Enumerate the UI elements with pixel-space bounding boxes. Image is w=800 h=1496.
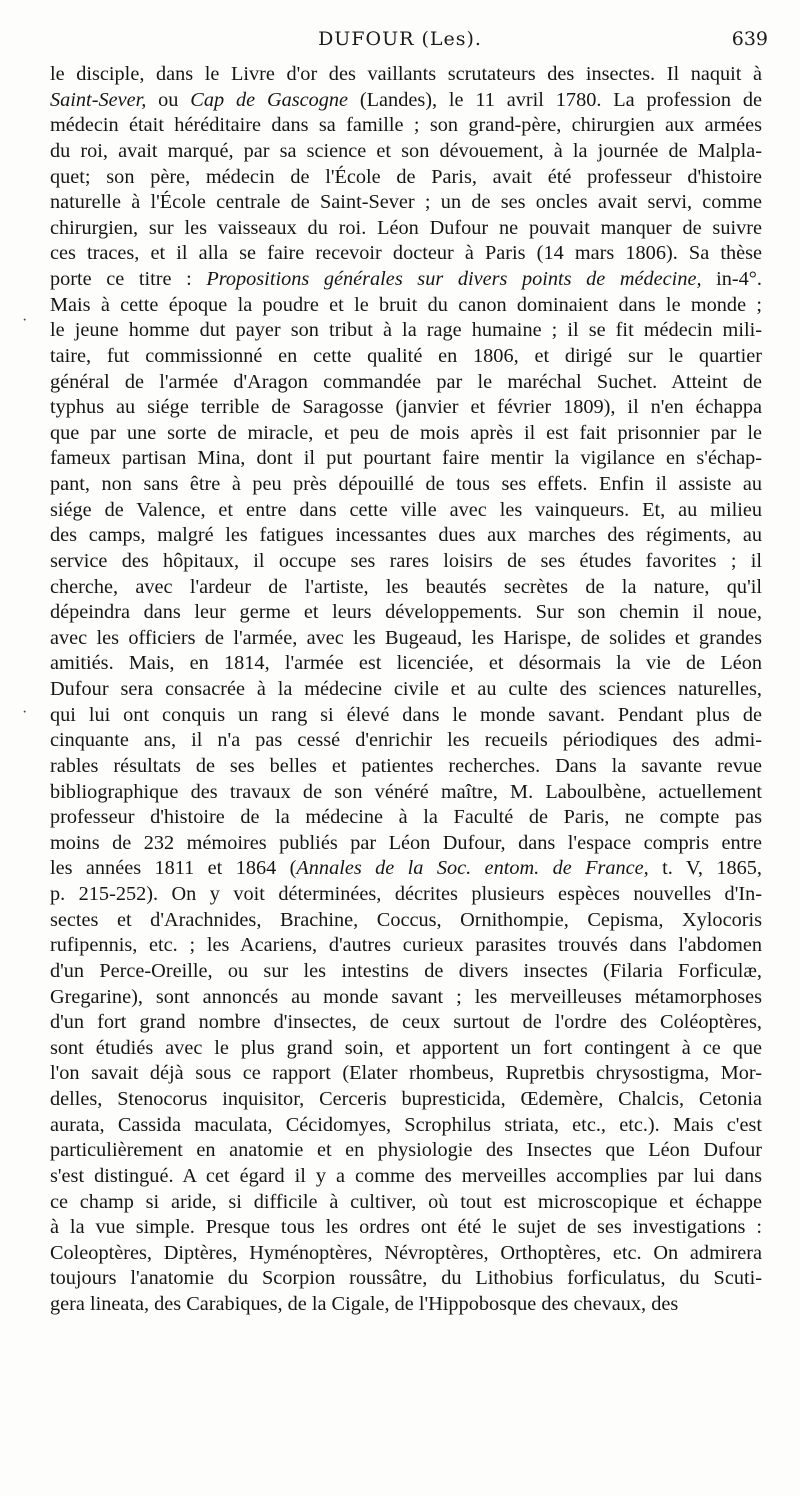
running-title: DUFOUR (Les). [318,28,482,50]
text-line [50,267,762,293]
text-line [50,549,762,575]
text-line [50,728,762,754]
text-line [50,754,762,780]
text-line [50,600,762,626]
text-line [50,446,762,472]
text-segment: in-4°. [701,268,762,290]
text-segment: amitiés. Mais, en 1814, l'armée est licenciée, et désormais la vie de Léon [50,652,762,675]
text-segment: professeur d'histoire de la médecine à la Faculté de Paris, ne compte pas [50,806,762,829]
text-segment: du roi, avait marqué, par sa science et son dévouement, à la journée de Malpla- [50,139,762,162]
text-line [50,241,762,267]
text-line [50,1036,762,1062]
text-segment: le jeune homme dut payer son tribut à la rage humaine ; il se fit médecin mili- [50,319,762,342]
text-segment: l'on savait déjà sous ce rapport (Elater rhombeus, Rupretbis chrysostigma, Mor- [50,1062,762,1085]
text-line [50,1061,762,1087]
text-line [50,62,762,88]
text-segment: ces traces, et il alla se faire recevoir docteur à Paris (14 mars 1806). Sa thèse [50,242,762,265]
text-line [50,293,762,319]
body-text [50,62,762,1318]
text-segment: qui lui ont conquis un rang si élevé dans le monde savant. Pendant plus de [50,703,762,726]
text-line [50,985,762,1011]
text-segment: taire, fut commissionné en cette qualité en 1806, et dirigé sur le quartier [50,344,762,367]
text-line [50,1292,762,1318]
italic-segment: Saint-Sever, [50,88,147,111]
text-segment: s'est distingué. A cet égard il y a comme des merveilles accomplies par lui dans [50,1164,762,1187]
text-line [50,139,762,165]
text-line [50,1241,762,1267]
text-line [50,831,762,857]
text-line [50,472,762,498]
italic-segment: Propositions générales sur divers points de médecine, [206,268,702,290]
text-segment: d'un fort grand nombre d'insectes, de ceux surtout de l'ordre des Coléoptères, [50,1011,762,1034]
text-segment: dépeindra dans leur germe et leurs développements. Sur son chemin il noue, [50,601,762,624]
text-segment: delles, Stenocorus inquisitor, Cerceris bupresticida, Œdemère, Chalcis, Cetonia [50,1088,762,1110]
text-segment: les années 1811 et 1864 ( [50,857,297,880]
text-line [50,703,762,729]
text-segment: pant, non sans être à peu près dépouillé de tous ses effets. Enfin il assiste au [50,473,762,495]
text-line [50,370,762,396]
text-segment: avec les officiers de l'armée, avec les Bugeaud, les Harispe, de solides et grandes [50,626,762,649]
text-line [50,856,762,882]
text-line [50,780,762,806]
text-line [50,933,762,959]
text-line [50,1266,762,1292]
text-segment: médecin était héréditaire dans sa famille ; son grand-père, chirurgien aux armées [50,114,762,137]
text-segment: Gregarine), sont annoncés au monde savant ; les merveilleuses métamorphoses [50,985,762,1008]
text-segment: cinquante ans, il n'a pas cessé d'enrichir les recueils périodiques des admi- [50,729,762,752]
text-line [50,677,762,703]
text-segment: rables résultats de ses belles et patientes recherches. Dans la savante revue [50,754,762,777]
text-segment: sont étudiés avec le plus grand soin, et apportent un fort contingent à ce que [50,1036,762,1059]
text-line [50,421,762,447]
text-line [50,395,762,421]
text-segment: chirurgien, sur les vaisseaux du roi. Léon Dufour ne pouvait manquer de suivre [50,216,762,239]
text-line [50,882,762,908]
text-segment: naturelle à l'École centrale de Saint-Sever ; un de ses oncles avait servi, comme [50,191,762,214]
italic-segment: Cap de Gascogne [190,88,349,111]
text-line [50,1215,762,1241]
text-line [50,190,762,216]
text-line [50,626,762,652]
text-line [50,165,762,191]
text-segment: aurata, Cassida maculata, Cécidomyes, Scrophilus striata, etc., etc.). Mais c'est [50,1113,762,1136]
text-segment: d'un Perce-Oreille, ou sur les intestins de divers insectes (Filaria Forficulæ, [50,959,762,982]
text-segment: quet; son père, médecin de l'École de Paris, avait été professeur d'histoire [50,165,762,188]
text-line [50,575,762,601]
text-segment: toujours l'anatomie du Scorpion roussâtre, du Lithobius forficulatus, du Scuti- [50,1267,762,1290]
margin-mark: · [22,312,28,329]
text-segment: cherche, avec l'ardeur de l'artiste, les beautés secrètes de la nature, qu'il [50,575,762,598]
text-line [50,216,762,242]
text-segment: particulièrement en anatomie et en physiologie des Insectes que Léon Dufour [50,1139,762,1162]
text-line [50,651,762,677]
text-line [50,88,762,114]
text-segment: Coleoptères, Diptères, Hyménoptères, Névroptères, Orthoptères, etc. On admirera [50,1241,762,1264]
text-segment: service des hôpitaux, il occupe ses rares loisirs de ses études favorites ; il [50,549,762,572]
text-line [50,113,762,139]
text-segment: moins de 232 mémoires publiés par Léon Dufour, dans l'espace compris entre [50,831,762,854]
page-header [30,28,770,56]
text-segment: fameux partisan Mina, dont il put pourtant faire mentir la vigilance en s'échap- [50,447,762,470]
text-segment: gera lineata, des Carabiques, de la Cigale, de l'Hippobosque des chevaux, des [50,1293,679,1315]
text-line [50,1190,762,1216]
text-segment: Dufour sera consacrée à la médecine civile et au culte des sciences naturelles, [50,678,762,700]
text-line [50,908,762,934]
text-segment: ou [146,88,191,111]
text-segment: p. 215-252). On y voit déterminées, décrites plusieurs espèces nouvelles d'In- [50,883,762,905]
text-segment: porte ce titre : [50,268,207,290]
text-segment: ce champ si aride, si difficile à cultiver, où tout est microscopique et échappe [50,1190,762,1213]
text-segment: bibliographique des travaux de son vénéré maître, M. Laboulbène, actuellement [50,780,762,803]
text-segment: typhus au siége terrible de Saragosse (janvier et février 1809), il n'en échappa [50,396,762,419]
text-segment: des camps, malgré les fatigues incessantes dues aux marches des régiments, au [50,524,762,547]
page-number: 639 [731,28,768,50]
text-line [50,344,762,370]
text-segment: le disciple, dans le Livre d'or des vaillants scrutateurs des insectes. Il naquit à [50,63,762,85]
text-line [50,498,762,524]
text-segment: Mais à cette époque la poudre et le bruit du canon dominaient dans le monde ; [50,293,762,316]
text-line [50,1138,762,1164]
text-segment: sectes et d'Arachnides, Brachine, Coccus, Ornithompie, Cepisma, Xylocoris [50,908,762,931]
text-line [50,805,762,831]
text-line [50,959,762,985]
text-segment: t. V, 1865, [648,857,762,880]
text-line [50,1164,762,1190]
text-segment: siége de Valence, et entre dans cette ville avec les vainqueurs. Et, au milieu [50,498,762,521]
text-line [50,1113,762,1139]
text-line [50,1010,762,1036]
text-segment: général de l'armée d'Aragon commandée par le maréchal Suchet. Atteint de [50,370,762,393]
text-line [50,523,762,549]
text-segment: à la vue simple. Presque tous les ordres ont été le sujet de ses investigations : [50,1216,762,1239]
text-segment: rufipennis, etc. ; les Acariens, d'autres curieux parasites trouvés dans l'abdomen [50,934,762,957]
text-line [50,318,762,344]
text-line [50,1087,762,1113]
text-segment: (Landes), le 11 avril 1780. La profession de [348,88,762,111]
italic-segment: Annales de la Soc. entom. de France, [296,857,649,880]
margin-mark: · [22,704,28,721]
text-segment: que par une sorte de miracle, et peu de mois après il est fait prisonnier par le [50,421,762,444]
